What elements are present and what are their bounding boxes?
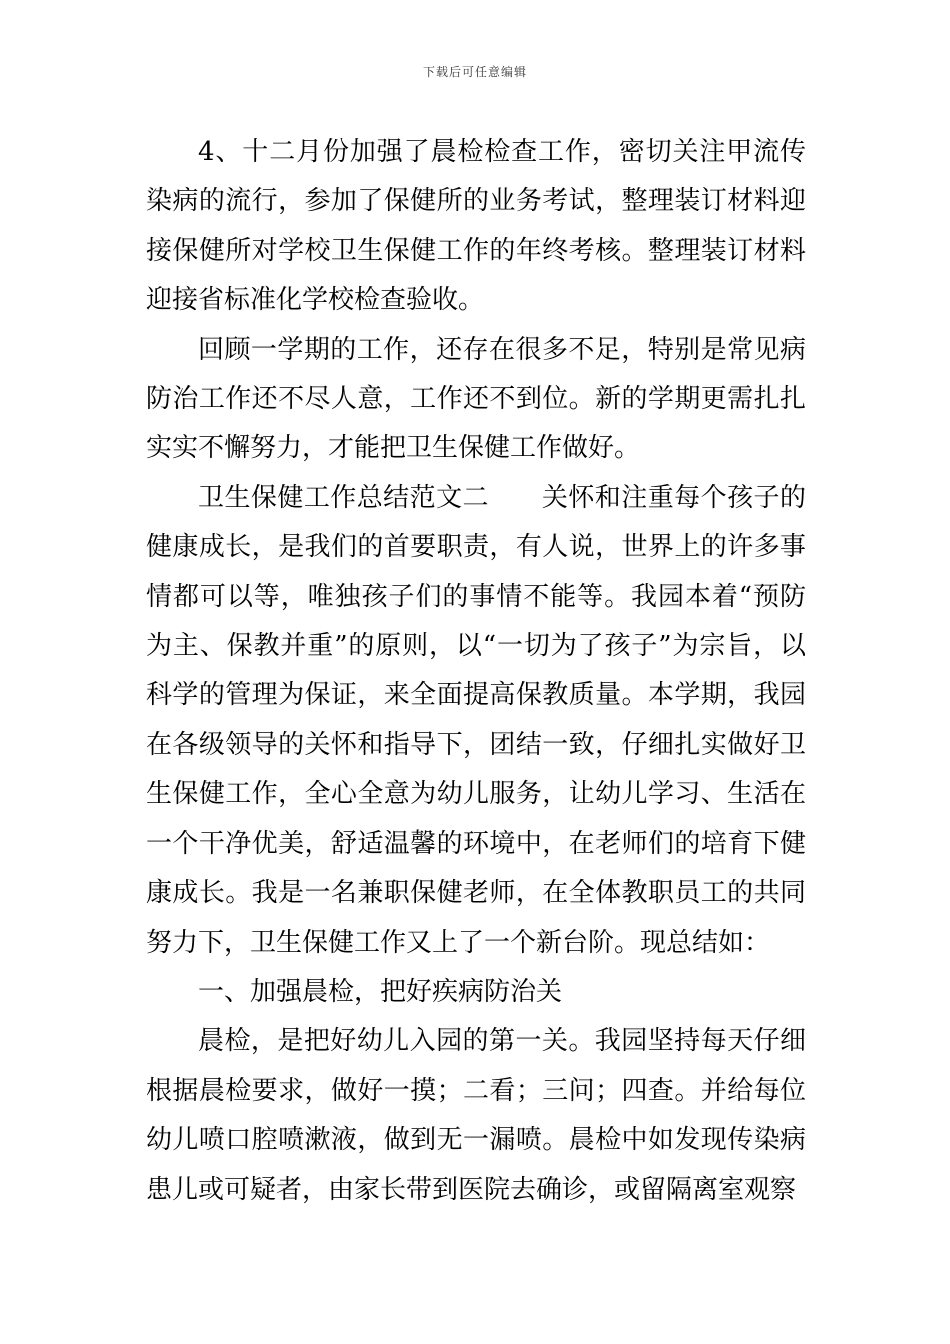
paragraph-december-work: 4、十二月份加强了晨检检查工作，密切关注甲流传染病的流行，参加了保健所的业务考试，整理装订材料迎接保健所对学校卫生保健工作的年终考核。整理装订材料迎接省标准化学校检查验收。 bbox=[146, 137, 806, 316]
page-header-note: 下载后可任意编辑 bbox=[422, 65, 527, 79]
paragraph-morning-check: 晨检，是把好幼儿入园的第一关。我园坚持每天仔细根据晨检要求，做好一摸；二看；三问；四查。并给每位幼儿喷口腔喷漱液，做到无一漏喷。晨检中如发现传染病患儿或可疑者，由家长带到医院去确诊，或留隔离室观察 bbox=[146, 1026, 806, 1205]
section-heading-morning-check: 一、加强晨检，把好疾病防治关 bbox=[198, 976, 563, 1007]
document-body bbox=[146, 128, 806, 1215]
paragraph-summary-two: 卫生保健工作总结范文二 关怀和注重每个孩子的健康成长，是我们的首要职责，有人说，世界上的许多事情都可以等，唯独孩子们的事情不能等。我园本着“预防为主、保教并重”的原则，以“一切为了孩子”为宗旨，以科学的管理为保证，来全面提高保教质量。本学期，我园在各级领导的关怀和指导下，团结一致，仔细扎实做好卫生保健工作，全心全意为幼儿服务，让幼儿学习、生活在一个干净优美，舒适温馨的环境中，在老师们的培育下健康成长。我是一名兼职保健老师，在全体教职员工的共同努力下，卫生保健工作又上了一个新台阶。现总结如： bbox=[146, 482, 806, 958]
paragraph-review: 回顾一学期的工作，还存在很多不足，特别是常见病防治工作还不尽人意，工作还不到位。新的学期更需扎扎实实不懈努力，才能把卫生保健工作做好。 bbox=[146, 334, 806, 464]
